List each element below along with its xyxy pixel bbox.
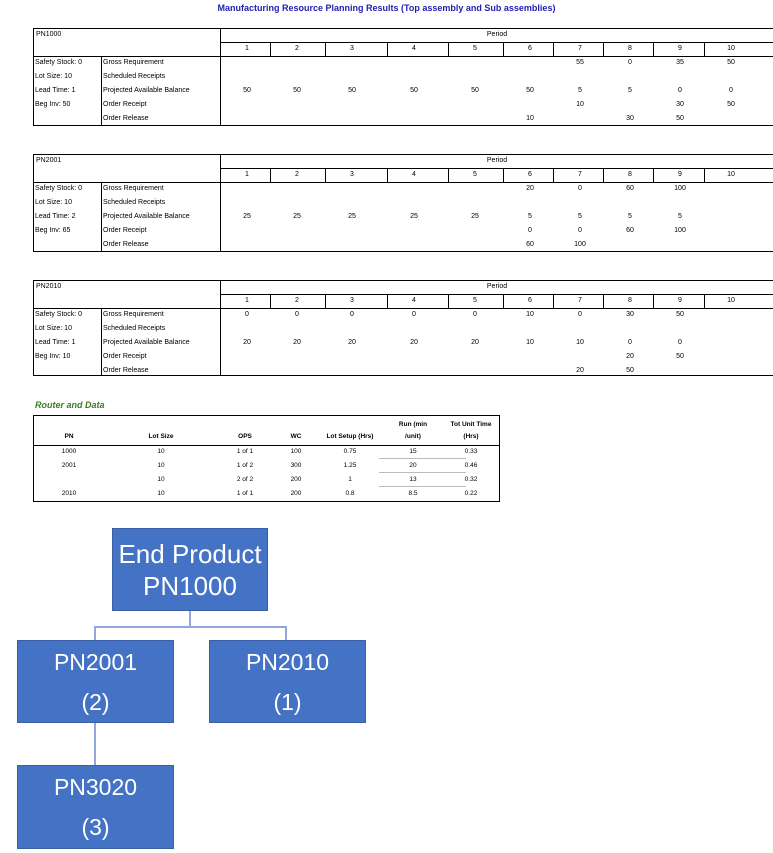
period-header: 1 xyxy=(245,45,249,52)
period-header: 3 xyxy=(350,171,354,178)
router-header: Lot Size xyxy=(148,433,174,440)
router-cell: 2010 xyxy=(61,490,77,497)
grid-line xyxy=(503,168,504,183)
cell-value: 0 xyxy=(412,311,416,318)
cell-value: 50 xyxy=(471,87,479,94)
router-header: Tot Unit Time xyxy=(450,421,492,428)
bom-node-qty: (2) xyxy=(81,688,110,715)
cell-value: 20 xyxy=(410,339,418,346)
cell-value: 20 xyxy=(526,185,534,192)
cell-value: 100 xyxy=(574,241,586,248)
row-label: Scheduled Receipts xyxy=(103,73,166,80)
router-cell: 100 xyxy=(290,448,302,455)
cell-value: 0 xyxy=(678,87,682,94)
router-cell: 8.5 xyxy=(408,490,418,497)
grid-line xyxy=(221,294,773,295)
router-cell: 1.25 xyxy=(343,462,357,469)
item-parameter: Beg Inv: 65 xyxy=(35,227,71,234)
period-header: 5 xyxy=(473,297,477,304)
row-label: Gross Requirement xyxy=(103,185,164,192)
cell-value: 0 xyxy=(628,339,632,346)
grid-line xyxy=(34,182,773,183)
router-title: Router and Data xyxy=(35,400,105,410)
period-header: 1 xyxy=(245,171,249,178)
cell-value: 25 xyxy=(410,213,418,220)
period-header: 4 xyxy=(412,171,416,178)
router-cell: 1 of 1 xyxy=(236,448,254,455)
cell-value: 10 xyxy=(526,115,534,122)
row-label: Projected Available Balance xyxy=(103,87,190,94)
bom-node-label: PN2010 xyxy=(245,648,330,675)
router-cell: 10 xyxy=(157,462,165,469)
grid-line xyxy=(603,42,604,57)
grid-line xyxy=(653,294,654,309)
grid-line xyxy=(704,294,705,309)
grid-line xyxy=(220,155,221,251)
grid-line xyxy=(379,458,466,459)
grid-line xyxy=(270,168,271,183)
router-cell: 0.22 xyxy=(464,490,478,497)
router-header: PN xyxy=(64,433,74,440)
grid-line xyxy=(553,168,554,183)
item-parameter: Lead Time: 2 xyxy=(35,213,76,220)
grid-line xyxy=(34,445,499,446)
grid-line xyxy=(34,308,773,309)
period-header: 2 xyxy=(295,171,299,178)
grid-line xyxy=(653,168,654,183)
cell-value: 10 xyxy=(576,101,584,108)
router-cell: 2001 xyxy=(61,462,77,469)
item-parameter: Safety Stock: 0 xyxy=(35,185,83,192)
period-header: 10 xyxy=(727,171,735,178)
mrp-table-pn1000 xyxy=(33,28,773,126)
cell-value: 0 xyxy=(473,311,477,318)
bom-node-part: PN1000 xyxy=(143,570,237,601)
grid-line xyxy=(270,42,271,57)
grid-line xyxy=(448,42,449,57)
period-label: Period xyxy=(486,283,508,290)
router-cell: 0.75 xyxy=(343,448,357,455)
bom-node-pn2010 xyxy=(209,640,366,723)
row-label: Projected Available Balance xyxy=(103,339,190,346)
row-label: Order Receipt xyxy=(103,227,147,234)
grid-line xyxy=(101,309,102,375)
grid-line xyxy=(603,168,604,183)
router-header: Lot Setup (Hrs) xyxy=(326,433,374,440)
period-header: 7 xyxy=(578,171,582,178)
grid-line xyxy=(270,294,271,309)
grid-line xyxy=(448,294,449,309)
period-header: 3 xyxy=(350,45,354,52)
grid-line xyxy=(553,294,554,309)
router-header: /unit) xyxy=(405,433,421,440)
row-label: Order Release xyxy=(103,367,149,374)
cell-value: 20 xyxy=(576,367,584,374)
row-label: Gross Requirement xyxy=(103,59,164,66)
mrp-table-pn2001 xyxy=(33,154,773,252)
part-number: PN2001 xyxy=(36,157,62,164)
period-header: 7 xyxy=(578,297,582,304)
cell-value: 35 xyxy=(676,59,684,66)
grid-line xyxy=(603,294,604,309)
router-cell: 13 xyxy=(409,476,417,483)
router-cell: 0.8 xyxy=(345,490,355,497)
period-header: 10 xyxy=(727,297,735,304)
row-label: Order Receipt xyxy=(103,101,147,108)
cell-value: 5 xyxy=(528,213,532,220)
grid-line xyxy=(387,168,388,183)
grid-line xyxy=(379,472,466,473)
cell-value: 25 xyxy=(348,213,356,220)
cell-value: 50 xyxy=(676,353,684,360)
router-cell: 0.46 xyxy=(464,462,478,469)
bom-connector xyxy=(94,626,287,628)
bom-node-end-product xyxy=(112,528,268,611)
cell-value: 30 xyxy=(626,311,634,318)
cell-value: 0 xyxy=(628,59,632,66)
period-label: Period xyxy=(486,157,508,164)
item-parameter: Safety Stock: 0 xyxy=(35,59,83,66)
cell-value: 60 xyxy=(626,185,634,192)
grid-line xyxy=(387,294,388,309)
grid-line xyxy=(221,42,773,43)
period-header: 4 xyxy=(412,45,416,52)
cell-value: 0 xyxy=(350,311,354,318)
router-header: WC xyxy=(290,433,302,440)
item-parameter: Lead Time: 1 xyxy=(35,87,76,94)
bom-node-qty: (1) xyxy=(273,688,302,715)
cell-value: 50 xyxy=(626,367,634,374)
period-header: 6 xyxy=(528,45,532,52)
grid-line xyxy=(325,42,326,57)
cell-value: 10 xyxy=(526,339,534,346)
row-label: Projected Available Balance xyxy=(103,213,190,220)
cell-value: 0 xyxy=(528,227,532,234)
router-cell: 200 xyxy=(290,490,302,497)
cell-value: 5 xyxy=(628,87,632,94)
bom-node-qty: (3) xyxy=(81,814,110,840)
period-header: 3 xyxy=(350,297,354,304)
router-table xyxy=(33,415,500,502)
cell-value: 10 xyxy=(576,339,584,346)
grid-line xyxy=(34,56,773,57)
cell-value: 20 xyxy=(626,353,634,360)
item-parameter: Lot Size: 10 xyxy=(35,73,72,80)
bom-connector xyxy=(94,723,96,765)
cell-value: 10 xyxy=(526,311,534,318)
page-title: Manufacturing Resource Planning Results (Top assembly and Sub assemblies) xyxy=(217,3,556,13)
row-label: Order Receipt xyxy=(103,353,147,360)
cell-value: 0 xyxy=(729,87,733,94)
cell-value: 30 xyxy=(626,115,634,122)
router-cell: 20 xyxy=(409,462,417,469)
grid-line xyxy=(220,29,221,125)
router-cell: 10 xyxy=(157,490,165,497)
part-number: PN2010 xyxy=(36,283,62,290)
cell-value: 50 xyxy=(243,87,251,94)
cell-value: 20 xyxy=(348,339,356,346)
period-header: 1 xyxy=(245,297,249,304)
cell-value: 25 xyxy=(471,213,479,220)
period-header: 8 xyxy=(628,171,632,178)
bom-connector xyxy=(94,626,96,640)
router-cell: 15 xyxy=(409,448,417,455)
grid-line xyxy=(503,42,504,57)
grid-line xyxy=(704,42,705,57)
bom-connector xyxy=(189,611,191,627)
grid-line xyxy=(101,183,102,251)
grid-line xyxy=(387,42,388,57)
period-header: 6 xyxy=(528,171,532,178)
cell-value: 60 xyxy=(526,241,534,248)
period-header: 9 xyxy=(678,297,682,304)
bom-node-label: PN2001 xyxy=(53,648,138,675)
period-header: 6 xyxy=(528,297,532,304)
cell-value: 20 xyxy=(243,339,251,346)
period-header: 9 xyxy=(678,171,682,178)
grid-line xyxy=(448,168,449,183)
router-cell: 1 xyxy=(348,476,352,483)
item-parameter: Lot Size: 10 xyxy=(35,199,72,206)
cell-value: 50 xyxy=(727,101,735,108)
cell-value: 25 xyxy=(243,213,251,220)
grid-line xyxy=(379,486,466,487)
router-cell: 0.32 xyxy=(464,476,478,483)
cell-value: 20 xyxy=(471,339,479,346)
period-label: Period xyxy=(486,31,508,38)
cell-value: 5 xyxy=(578,87,582,94)
cell-value: 50 xyxy=(727,59,735,66)
router-cell: 200 xyxy=(290,476,302,483)
router-cell: 0.33 xyxy=(464,448,478,455)
cell-value: 5 xyxy=(678,213,682,220)
grid-line xyxy=(503,294,504,309)
period-header: 5 xyxy=(473,45,477,52)
row-label: Order Release xyxy=(103,115,149,122)
cell-value: 50 xyxy=(676,115,684,122)
cell-value: 30 xyxy=(676,101,684,108)
period-header: 7 xyxy=(578,45,582,52)
grid-line xyxy=(220,281,221,375)
cell-value: 50 xyxy=(676,311,684,318)
router-cell: 10 xyxy=(157,476,165,483)
bom-connector xyxy=(285,626,287,640)
cell-value: 100 xyxy=(674,227,686,234)
cell-value: 20 xyxy=(293,339,301,346)
row-label: Scheduled Receipts xyxy=(103,199,166,206)
item-parameter: Lot Size: 10 xyxy=(35,325,72,332)
bom-node-pn2001 xyxy=(17,640,174,723)
grid-line xyxy=(553,42,554,57)
cell-value: 100 xyxy=(674,185,686,192)
router-header: Run (min xyxy=(398,421,428,428)
router-cell: 1 of 2 xyxy=(236,462,254,469)
bom-node-label: End Product xyxy=(118,538,262,569)
cell-value: 0 xyxy=(678,339,682,346)
cell-value: 25 xyxy=(293,213,301,220)
cell-value: 5 xyxy=(578,213,582,220)
part-number: PN1000 xyxy=(36,31,62,38)
row-label: Order Release xyxy=(103,241,149,248)
mrp-table-pn2010 xyxy=(33,280,773,376)
grid-line xyxy=(704,168,705,183)
period-header: 8 xyxy=(628,297,632,304)
period-header: 5 xyxy=(473,171,477,178)
cell-value: 0 xyxy=(295,311,299,318)
router-cell: 2 of 2 xyxy=(236,476,254,483)
cell-value: 60 xyxy=(626,227,634,234)
router-cell: 1 of 1 xyxy=(236,490,254,497)
period-header: 10 xyxy=(727,45,735,52)
period-header: 8 xyxy=(628,45,632,52)
cell-value: 0 xyxy=(578,311,582,318)
grid-line xyxy=(325,168,326,183)
row-label: Scheduled Receipts xyxy=(103,325,166,332)
item-parameter: Lead Time: 1 xyxy=(35,339,76,346)
bom-node-label: PN3020 xyxy=(53,774,138,800)
grid-line xyxy=(325,294,326,309)
period-header: 4 xyxy=(412,297,416,304)
bom-node-pn3020 xyxy=(17,765,174,849)
router-cell: 300 xyxy=(290,462,302,469)
period-header: 9 xyxy=(678,45,682,52)
router-header: OPS xyxy=(238,433,252,440)
item-parameter: Safety Stock: 0 xyxy=(35,311,83,318)
period-header: 2 xyxy=(295,45,299,52)
row-label: Gross Requirement xyxy=(103,311,164,318)
cell-value: 50 xyxy=(293,87,301,94)
cell-value: 0 xyxy=(245,311,249,318)
cell-value: 5 xyxy=(628,213,632,220)
router-cell: 1000 xyxy=(61,448,77,455)
cell-value: 50 xyxy=(526,87,534,94)
cell-value: 0 xyxy=(578,185,582,192)
grid-line xyxy=(221,168,773,169)
cell-value: 50 xyxy=(348,87,356,94)
cell-value: 55 xyxy=(576,59,584,66)
router-cell: 10 xyxy=(157,448,165,455)
grid-line xyxy=(101,57,102,125)
cell-value: 50 xyxy=(410,87,418,94)
router-header: (Hrs) xyxy=(463,433,479,440)
period-header: 2 xyxy=(295,297,299,304)
item-parameter: Beg Inv: 50 xyxy=(35,101,71,108)
cell-value: 0 xyxy=(578,227,582,234)
grid-line xyxy=(653,42,654,57)
item-parameter: Beg Inv: 10 xyxy=(35,353,71,360)
